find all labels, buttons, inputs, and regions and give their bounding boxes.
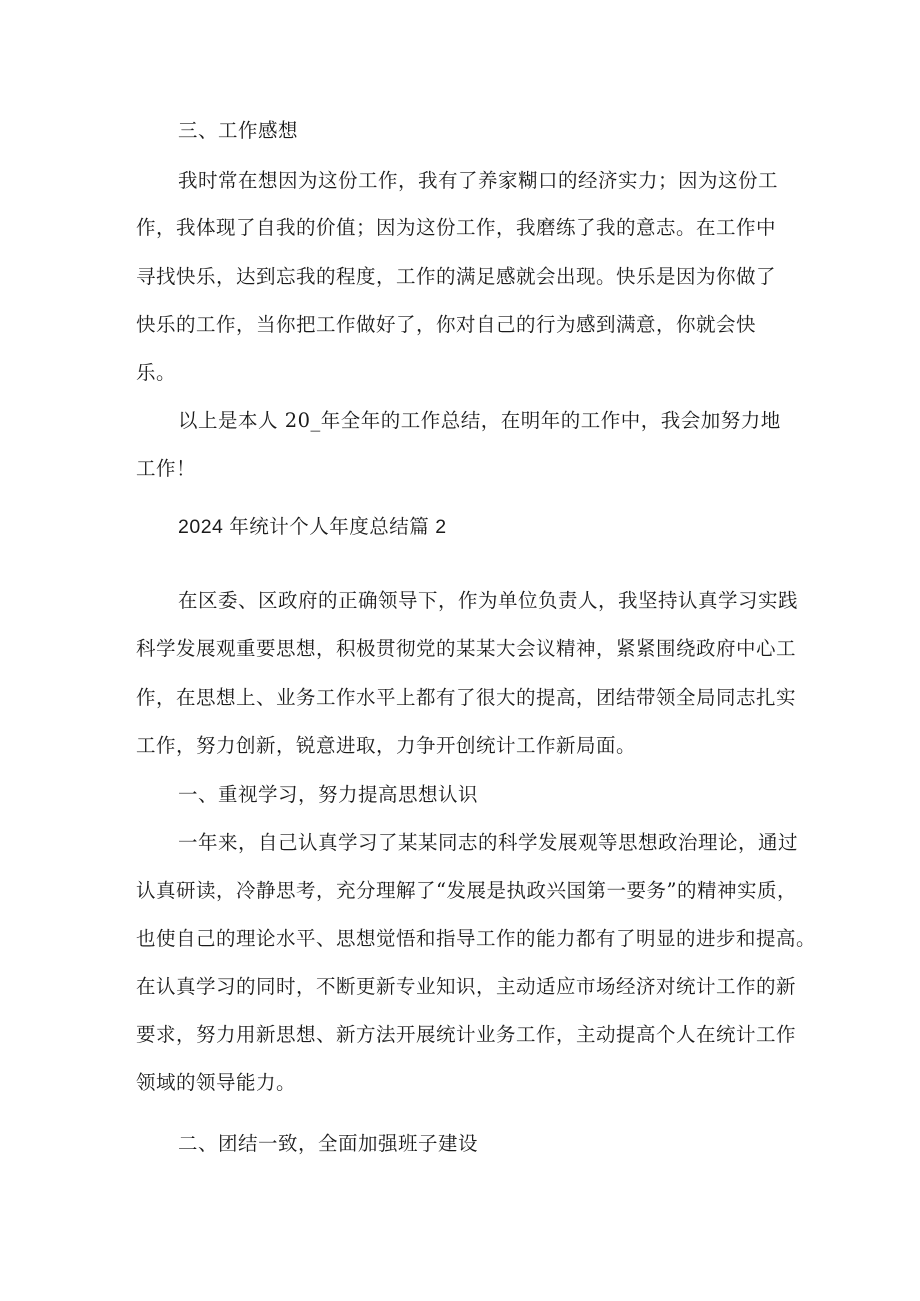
paragraph-line: 一年来，自己认真学习了某某同志的科学发展观等思想政治理论，通过 bbox=[178, 831, 799, 854]
paragraph-line: 以上是本人 20_年全年的工作总结，在明年的工作中，我会加努力地 bbox=[178, 409, 781, 432]
section-heading-gan-xiang: 三、工作感想 bbox=[178, 119, 299, 142]
paragraph-line: 要求，努力用新思想、新方法开展统计业务工作，主动提高个人在统计工作 bbox=[136, 1023, 797, 1046]
article-title: 2024 年统计个人年度总结篇 2 bbox=[178, 516, 447, 538]
paragraph-line: 领域的领导能力。 bbox=[136, 1071, 297, 1094]
section-heading-study: 一、重视学习，努力提高思想认识 bbox=[178, 783, 479, 806]
paragraph-line: 作，在思想上、业务工作水平上都有了很大的提高，团结带领全局同志扎实 bbox=[136, 686, 797, 709]
paragraph-line: 在认真学习的同时，不断更新专业知识，主动适应市场经济对统计工作的新 bbox=[136, 975, 797, 998]
paragraph-line: 也使自己的理论水平、思想觉悟和指导工作的能力都有了明显的进步和提高。 bbox=[136, 927, 817, 950]
paragraph-line: 作，我体现了自我的价值；因为这份工作，我磨练了我的意志。在工作中 bbox=[136, 216, 777, 239]
paragraph-line: 快乐的工作，当你把工作做好了，你对自己的行为感到满意，你就会快 bbox=[136, 313, 757, 336]
paragraph-line: 工作，努力创新，锐意进取，力争开创统计工作新局面。 bbox=[136, 734, 637, 757]
paragraph-line: 工作！ bbox=[136, 457, 197, 480]
paragraph-line: 认真研读，冷静思考，充分理解了“发展是执政兴国第一要务”的精神实质， bbox=[136, 879, 797, 902]
paragraph-line: 科学发展观重要思想，积极贯彻党的某某大会议精神，紧紧围绕政府中心工 bbox=[136, 637, 797, 660]
paragraph-line: 乐。 bbox=[136, 361, 177, 384]
paragraph-line: 我时常在想因为这份工作，我有了养家糊口的经济实力；因为这份工 bbox=[178, 169, 779, 192]
paragraph-line: 寻找快乐，达到忘我的程度，工作的满足感就会出现。快乐是因为你做了 bbox=[136, 265, 777, 288]
paragraph-line: 在区委、区政府的正确领导下，作为单位负责人，我坚持认真学习实践 bbox=[178, 589, 799, 612]
section-heading-unity: 二、团结一致，全面加强班子建设 bbox=[178, 1132, 479, 1155]
